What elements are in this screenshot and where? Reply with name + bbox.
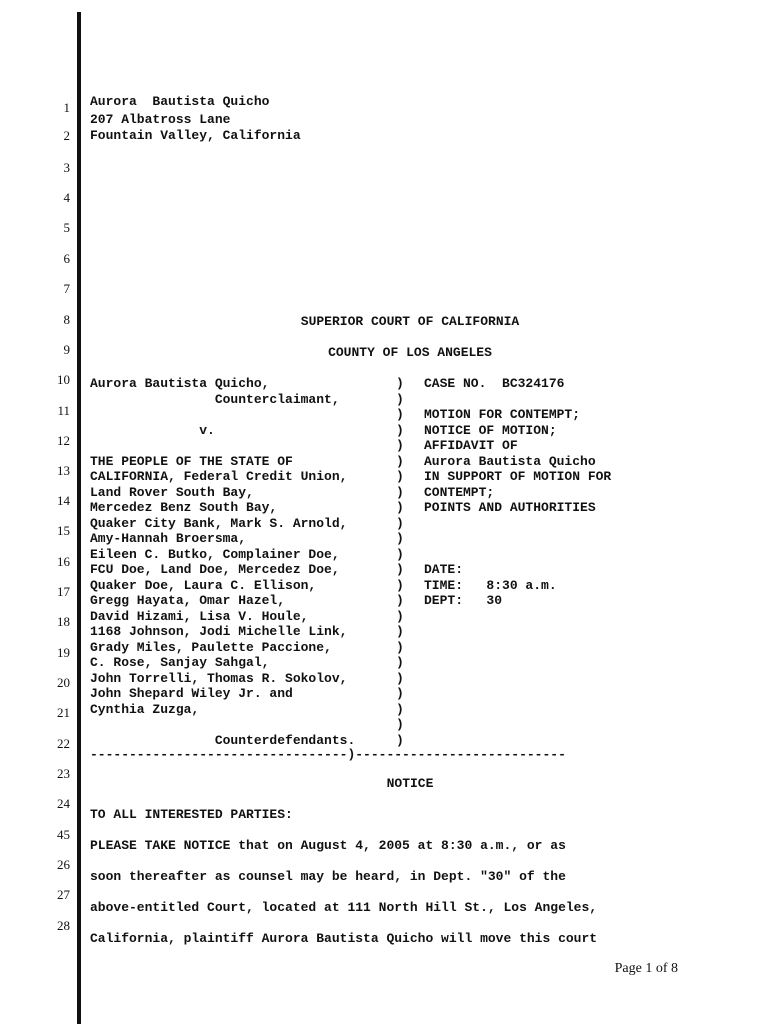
caption-case-info — [424, 376, 611, 609]
caption-party-line — [90, 407, 355, 423]
caption-info-line: MOTION FOR CONTEMPT; — [424, 407, 581, 422]
caption-info-line: NOTICE OF MOTION; — [424, 422, 557, 438]
caption-paren: ) — [396, 639, 404, 655]
line-number: 11 — [57, 403, 70, 418]
caption-paren: ) — [396, 701, 404, 717]
line-number: 2 — [63, 128, 70, 143]
caption-paren: ) — [396, 717, 404, 732]
line-number: 3 — [63, 160, 70, 175]
caption-paren: ) — [396, 422, 404, 438]
caption-party-line: FCU Doe, Land Doe, Mercedez Doe, — [90, 562, 340, 577]
line-number: 1 — [63, 100, 70, 115]
caption-paren: ) — [396, 608, 404, 624]
line-number: 45 — [57, 827, 70, 842]
caption-info-line: DATE: — [424, 562, 464, 577]
caption-paren: ) — [396, 624, 404, 639]
author-name: Aurora Bautista Quicho — [90, 94, 270, 109]
caption-party-line: v. — [90, 422, 215, 438]
caption-paren: ) — [396, 376, 404, 391]
caption-info-line: TIME: 8:30 a.m. — [424, 577, 557, 593]
caption-parentheses — [396, 376, 404, 748]
caption-paren: ) — [396, 686, 404, 701]
line-number: 8 — [63, 312, 70, 327]
caption-info-line: Aurora Bautista Quicho — [424, 453, 596, 469]
line-number: 12 — [57, 433, 70, 448]
line-number: 6 — [63, 251, 70, 266]
notice-body-line: California, plaintiff Aurora Bautista Quicho will move this court — [90, 931, 598, 946]
caption-party-line: 1168 Johnson, Jodi Michelle Link, — [90, 624, 348, 639]
caption-paren: ) — [396, 438, 404, 453]
caption-party-line: John Shepard Wiley Jr. and — [90, 686, 293, 701]
caption-party-line: Quaker City Bank, Mark S. Arnold, — [90, 515, 348, 531]
caption-paren: ) — [396, 732, 404, 748]
caption-party-line: Eileen C. Butko, Complainer Doe, — [90, 546, 340, 562]
caption-party-line: David Hizami, Lisa V. Houle, — [90, 608, 309, 624]
caption-info-line: POINTS AND AUTHORITIES — [424, 500, 596, 515]
line-number: 17 — [57, 584, 70, 599]
caption-paren: ) — [396, 515, 404, 531]
caption-party-line: Gregg Hayata, Omar Hazel, — [90, 593, 286, 608]
caption-paren: ) — [396, 546, 404, 562]
caption-party-line: John Torrelli, Thomas R. Sokolov, — [90, 670, 348, 686]
caption-party-line: Amy-Hannah Broersma, — [90, 531, 247, 546]
page-number: Page 1 of 8 — [614, 961, 678, 976]
line-number: 27 — [57, 887, 70, 902]
line-number: 7 — [63, 281, 70, 296]
line-number: 19 — [57, 645, 70, 660]
line-number: 4 — [63, 190, 70, 205]
caption-info-line — [424, 547, 611, 563]
caption-paren: ) — [396, 531, 404, 546]
caption-paren: ) — [396, 484, 404, 500]
caption-party-line: Cynthia Zuzga, — [90, 701, 200, 717]
line-number: 16 — [57, 554, 70, 569]
caption-party-line: CALIFORNIA, Federal Credit Union, — [90, 469, 348, 484]
line-number: 9 — [63, 342, 70, 357]
caption-party-line: Mercedez Benz South Bay, — [90, 500, 278, 515]
line-number: 18 — [57, 614, 70, 629]
margin-rule — [77, 12, 81, 1024]
author-city: Fountain Valley, California — [90, 128, 301, 143]
notice-addressee: TO ALL INTERESTED PARTIES: — [90, 807, 293, 822]
caption-info-line: IN SUPPORT OF MOTION FOR — [424, 469, 612, 484]
caption-parties — [90, 376, 355, 748]
caption-party-line — [90, 717, 355, 733]
caption-party-line: C. Rose, Sanjay Sahgal, — [90, 655, 270, 670]
line-number: 20 — [57, 675, 70, 690]
caption-info-line — [424, 516, 611, 532]
caption-divider: ---------------------------------)--------------------------- — [90, 747, 566, 762]
caption-paren: ) — [396, 469, 404, 484]
caption-paren: ) — [396, 655, 404, 670]
notice-body-line: above-entitled Court, located at 111 North Hill St., Los Angeles, — [90, 900, 598, 915]
caption-paren: ) — [396, 407, 404, 422]
caption-info-line: CASE NO. BC324176 — [424, 376, 565, 391]
caption-party-line — [90, 438, 355, 454]
line-number: 14 — [57, 493, 70, 508]
caption-paren: ) — [396, 453, 404, 469]
caption-info-line — [424, 392, 611, 408]
caption-paren: ) — [396, 593, 404, 608]
caption-info-line: CONTEMPT; — [424, 484, 495, 500]
caption-party-line: Counterclaimant, — [90, 391, 340, 407]
line-number: 28 — [57, 918, 70, 933]
caption-paren: ) — [396, 391, 404, 407]
line-number: 21 — [57, 705, 70, 720]
caption-paren: ) — [396, 670, 404, 686]
caption-party-line: Quaker Doe, Laura C. Ellison, — [90, 577, 317, 593]
caption-paren: ) — [396, 500, 404, 515]
caption-party-line: THE PEOPLE OF THE STATE OF — [90, 453, 293, 469]
caption-party-line: Land Rover South Bay, — [90, 484, 254, 500]
notice-body-line: PLEASE TAKE NOTICE that on August 4, 2005 at 8:30 a.m., or as — [90, 838, 566, 853]
court-county: COUNTY OF LOS ANGELES — [328, 345, 492, 360]
line-number: 5 — [63, 220, 70, 235]
notice-heading: NOTICE — [386, 776, 434, 791]
line-number: 24 — [57, 796, 70, 811]
caption-paren: ) — [396, 577, 404, 593]
line-number: 23 — [57, 766, 70, 781]
notice-body-line: soon thereafter as counsel may be heard, in Dept. "30" of the — [90, 869, 566, 884]
caption-info-line — [424, 531, 611, 547]
court-name: SUPERIOR COURT OF CALIFORNIA — [300, 314, 520, 329]
caption-info-line: AFFIDAVIT OF — [424, 438, 518, 453]
line-number: 22 — [57, 736, 70, 751]
line-number: 10 — [57, 372, 70, 387]
caption-party-line: Counterdefendants. — [90, 732, 356, 748]
line-number: 26 — [57, 857, 70, 872]
line-number: 13 — [57, 463, 70, 478]
caption-info-line: DEPT: 30 — [424, 593, 503, 608]
caption-party-line: Grady Miles, Paulette Paccione, — [90, 639, 332, 655]
caption-paren: ) — [396, 562, 404, 577]
caption-party-line: Aurora Bautista Quicho, — [90, 376, 270, 391]
author-street: 207 Albatross Lane — [90, 112, 231, 127]
line-number: 15 — [57, 523, 70, 538]
